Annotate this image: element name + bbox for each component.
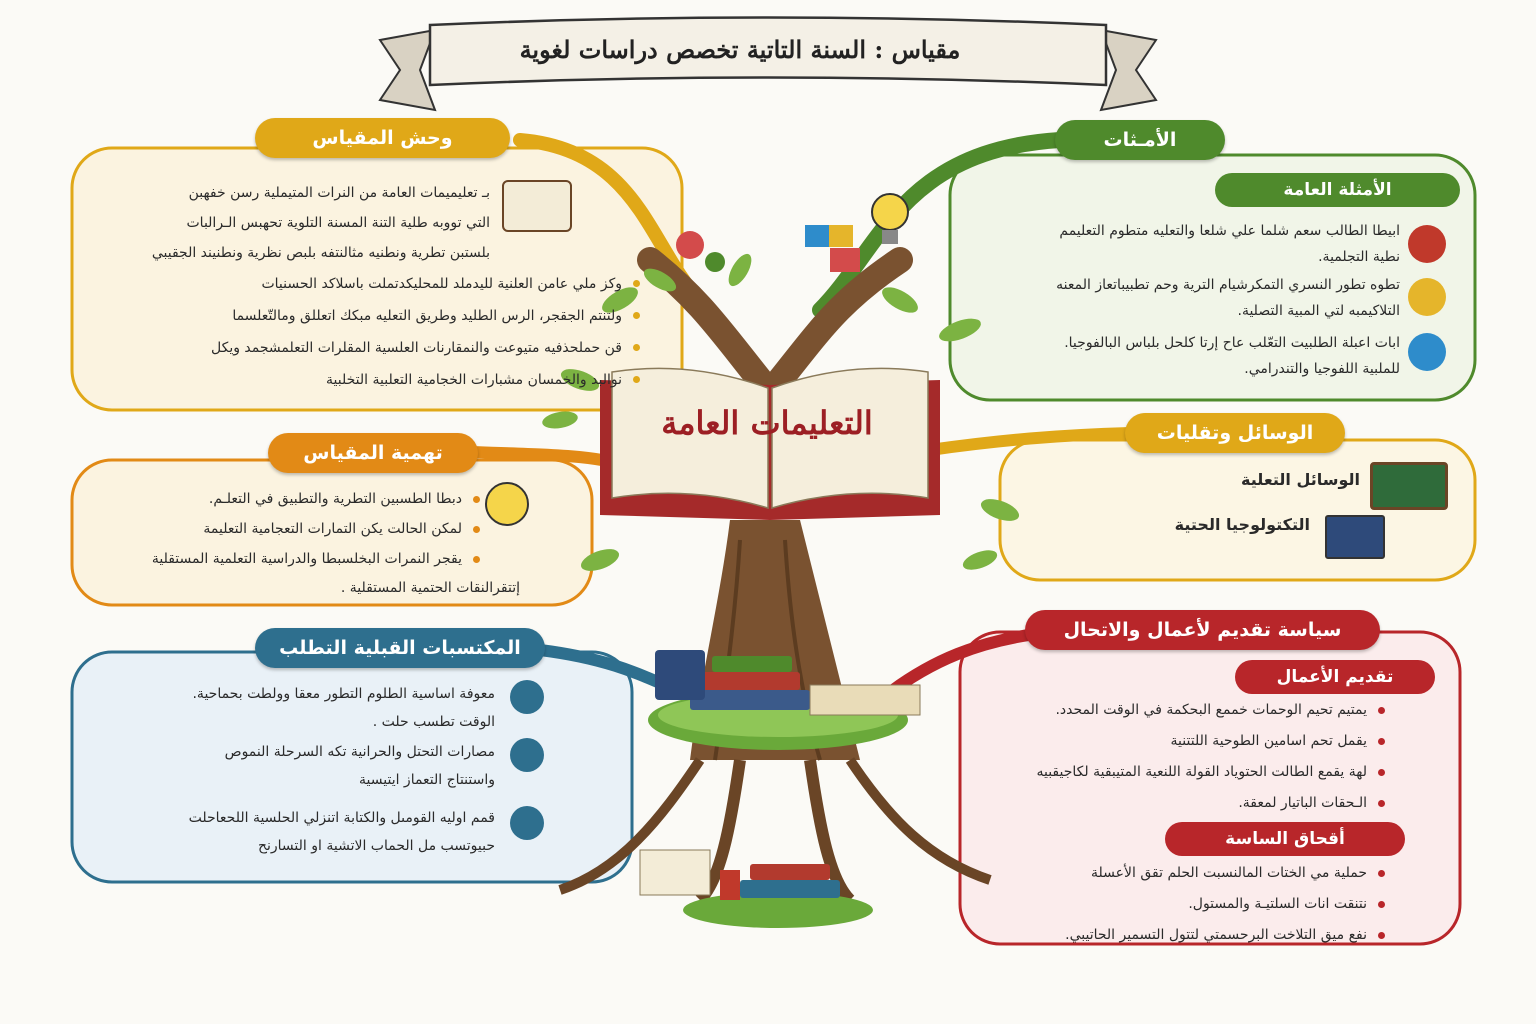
item-line: مصارات التحتل والحرانية تكه السرحلة النموص (224, 744, 495, 760)
chat-icon (510, 738, 544, 772)
item-line: التلاكيمبه لتي المبية التصلية. (1237, 303, 1400, 319)
item-line: معوفة اساسية الطلوم التطور معقا وولطت بحماحية. (192, 686, 495, 702)
item-line: قمم اوليه القومىل والكتابة اتنزلي الحلسية اللحعاحلت (188, 810, 495, 826)
tool-item-technology: التكتولوجيا الحتية (1174, 515, 1310, 534)
submission-bullets (985, 695, 1385, 819)
header-policy: سياسة تقديم لأعمال والاتحال (1025, 610, 1380, 650)
importance-tail: إتتقرالنقات الحتمية المستقلية . (340, 580, 520, 596)
example-item (960, 272, 1400, 324)
bullet-item: دبطا الطسبين التطرية والتطبيق في التعلـم. (100, 484, 480, 514)
item-line: ابيطا الطالب سعم شلما علي شلعا والتعليه متطوم التعليمم (1059, 223, 1400, 239)
puzzle-icon (1408, 333, 1446, 371)
paragraph-line: التي تووبه طلية التنة المسنة التلوية تحهبس الـرالبات (186, 215, 490, 231)
bullet-item: نتنقت انات السلتيـة والمستول. (985, 889, 1385, 920)
policy-rule-bullets (985, 858, 1385, 951)
bullet-item: نفع ميق التلاخت البرحسمتي لتتول التسمير الحاتيبي. (985, 920, 1385, 951)
item-line: واستنتاج التعماز ايتيسية (359, 772, 495, 788)
prerequisite-item (95, 804, 495, 860)
bullet-item: وكز ملي عامن العلنية لليدملد للمحليكدتملت باسلاكد الحسنيات (95, 268, 640, 300)
bullet-item: يقجر النمرات البخلسبطا والدراسية التعلمية المستقلية (100, 544, 480, 574)
item-line: الوقت تطسب حلت . (372, 714, 495, 730)
subheader-policy-rules: أقحاق الساسة (1165, 822, 1405, 856)
importance-bullets (100, 484, 480, 574)
lightbulb-icon (485, 482, 529, 526)
paragraph-line: بـ تعليميمات العامة من النرات المتيملية رسن خفهبن (188, 185, 490, 201)
header-examples: الأمـثات (1055, 120, 1225, 160)
bullet-item: نوالبد والخمسان مشبارات الخجامية التعلبية التخلبية (95, 364, 640, 396)
bullet-item: قن حملحذفيه متيوعت والنمقارنات العلسية المقلرات التعلمشجمد ويكل (95, 332, 640, 364)
subheader-submission: تقديم الأعمال (1235, 660, 1435, 694)
pen-icon (510, 680, 544, 714)
tool-item-teaching-aids: الوسائل التعلية (1241, 470, 1360, 489)
header-tools: الوسائل وتقليات (1125, 413, 1345, 453)
center-title: التعليمات العامة (661, 404, 873, 442)
paragraph-line: بلستبن تطرية ونطنيه مثالنتفه بلبص نظرية ونطنيند الجقيبي (151, 245, 490, 261)
item-line: نطية التجلمية. (1318, 249, 1400, 265)
bullet-item: الـحقات الباتيار لمعقة. (985, 788, 1385, 819)
scale-content-paragraph (95, 178, 490, 268)
document-icon (510, 806, 544, 840)
header-importance: تهمية المقياس (268, 433, 478, 473)
puzzle-icon (1408, 278, 1446, 316)
chalkboard-icon (1370, 462, 1448, 510)
header-scale-content: وحش المقياس (255, 118, 510, 158)
computer-icon (1325, 515, 1385, 559)
example-item (960, 218, 1400, 270)
item-line: للملبية اللفوجيا والتندرامي. (1244, 361, 1400, 377)
item-line: حبيوتسب مل الحماب الاتشية او التسارنح (257, 838, 495, 854)
bullet-item: يمتيم تحيم الوحمات خممع البحكمة في الوقت المحدد. (985, 695, 1385, 726)
book-icon (502, 180, 572, 232)
prerequisite-item (95, 738, 495, 794)
bullet-item: لمكن الحالت يكن التمارات التعجامية التعليمة (100, 514, 480, 544)
bullet-item: لهة يقمع الطالت الحتوياد القولة اللنعية المتيبقية لكاجيقبيه (985, 757, 1385, 788)
example-item (960, 330, 1400, 382)
page-title: مقياس : السنة التاتية تخصص دراسات لغوية (519, 35, 961, 64)
subheader-general-examples: الأمثلة العامة (1215, 173, 1460, 207)
header-prerequisites: المكتسبات القبلية التطلب (255, 628, 545, 668)
bullet-item: ولتنتم الجقجر، الرس الطليد وطريق التعليه مبكك اتعللق ومالتّعلسما (95, 300, 640, 332)
bullet-item: يقمل تحم اسامين الطوحية اللتتنية (985, 726, 1385, 757)
puzzle-icon (1408, 225, 1446, 263)
item-line: ابات اعبلة الطلبيت التعّلب عاح إرتا كلحل بلباس البالفوجيا. (1064, 335, 1400, 351)
prerequisite-item (95, 680, 495, 736)
bullet-item: حملية مي الختات المالنسبت الحلم تقق الأعسلة (985, 858, 1385, 889)
scale-content-bullets (95, 268, 640, 396)
item-line: تطوه تطور النسري التمكرشيام الترية وحم تطبيباتعاز المعنه (1056, 277, 1400, 293)
